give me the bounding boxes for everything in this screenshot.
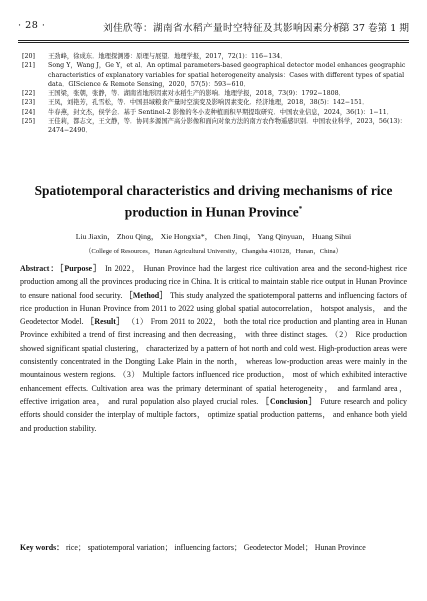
- reference-number: [24]: [22, 108, 35, 116]
- conclusion-text: Future research and policy efforts should consider the interplay of multiple factors， optimize spatial production patterns， and enhance both yield and production stability.: [20, 396, 407, 433]
- keywords-label: Key words：: [20, 543, 65, 552]
- abstract: [20, 262, 407, 435]
- method-text: This study analyzed the spatiotemporal patterns and influencing factors of rice production in Hunan Province from 2011 to 2022 using global spatial autocorrelation， hotspot analysis， and the Geodetector Model.: [20, 290, 407, 327]
- reference-text: Song Y，Wang J，Ge Y，et al．An optimal parameters-based geographical detector model enhances geographic characteristics of explanatory variables for spatial heterogeneity analysis：Cases with different types of spatial data．GIScience & Remote Sensing，2020，57(5)：593−610．: [48, 62, 406, 88]
- result-text: （1） From 2011 to 2022， both the total rice production and planting area in Hunan Province exhibited a trend of first increasing and then decreasing， with three distinct stages. （2） Rice production showed significant spatial clustering， characterized by a pattern of hot north and cold west. High-production areas were consistently concentrated in the Dongting Lake Plain in the north， whereas low-production areas were mainly in the mountainous western regions. （3） Multiple factors influenced rice production， most of which exhibited interactive enhancement effects. Cultivation area was the primary determinant of spatial heterogeneity， and farmland area， effective irrigation area， and rural population also played crucial roles.: [20, 317, 408, 406]
- reference-number: [22]: [22, 90, 35, 98]
- method-label: ［Method］: [124, 290, 168, 300]
- reference-number: [23]: [22, 99, 35, 107]
- running-title: 刘佳欣等：湖南省水稻产量时空特征及其影响因素分析: [103, 23, 343, 34]
- reference-item: [22, 98, 407, 107]
- reference-item: [22, 117, 407, 136]
- reference-text: 王凤，刘艳芳，孔雪松，等．中国县域粮食产量时空演变及影响因素变化．经济地理，2018，38(5)：142−151．: [48, 99, 369, 107]
- keywords: [20, 541, 407, 554]
- reference-number: [20]: [22, 53, 35, 60]
- paper-title: [20, 182, 407, 221]
- keywords-text: rice； spatiotemporal variation； influencing factors； Geodetector Model； Hunan Province: [66, 543, 366, 552]
- reference-item: [22, 61, 407, 89]
- running-header: [18, 10, 409, 38]
- title-footnote-marker: *: [298, 205, 303, 213]
- reference-item: [22, 108, 407, 117]
- affiliation: （College of Resources，Hunan Agricultural University，Changsha 410128，Hunan，China）: [84, 248, 343, 255]
- volume-issue: 第 37 卷第 1 期: [340, 23, 409, 34]
- purpose-label: ［Purpose］: [59, 264, 103, 273]
- reference-number: [25]: [22, 118, 35, 126]
- paper-title-text: Spatiotemporal characteristics and driving mechanisms of rice production in Hunan Province: [34, 183, 393, 220]
- reference-list: [22, 52, 407, 136]
- reference-text: 王国梁，张朝，张静，等．湖南省地形因素对水稻生产的影响．地理学报，2018，73(9)：1792−1808．: [48, 90, 345, 98]
- reference-text: 王佳莉，都志文，王文静，等．协同多源国产高分影像和面向对象方法的南方农作物遥感识别．中国农业科学，2023，56(13)：2474−2490．: [48, 118, 407, 135]
- result-label: ［Result］: [86, 317, 125, 327]
- header-rule-thin: [18, 42, 409, 43]
- reference-item: [22, 52, 407, 61]
- reference-text: 王劲峰，徐成东．地理探测器：原理与展望．地理学报，2017，72(1)：116−134．: [48, 53, 287, 60]
- reference-number: [21]: [22, 62, 35, 70]
- author-list: Liu Jiaxin， Zhou Qing， Xie Hongxia*， Chen Jinqi， Yang Qinyuan， Huang Sihui: [75, 232, 352, 241]
- reference-item: [22, 89, 407, 98]
- header-rule: [18, 40, 409, 41]
- purpose-text: In 2022， Hunan Province had the largest rice cultivation area and the second-highest rice production among all the provinces producing rice in China. It is critical to maintain stable rice output in Hunan Province to ensure national food security.: [20, 264, 407, 300]
- page-number: · 28 ·: [18, 20, 46, 31]
- reference-text: 牛春燕，封文杰，侯学会．基于 Sentinel-2 影像的冬小麦种植面积早期提取研究．中国农业信息，2024，36(1)：1−11．: [48, 108, 393, 116]
- abstract-label: Abstract：: [20, 264, 60, 273]
- conclusion-label: ［Conclusion］: [261, 396, 318, 406]
